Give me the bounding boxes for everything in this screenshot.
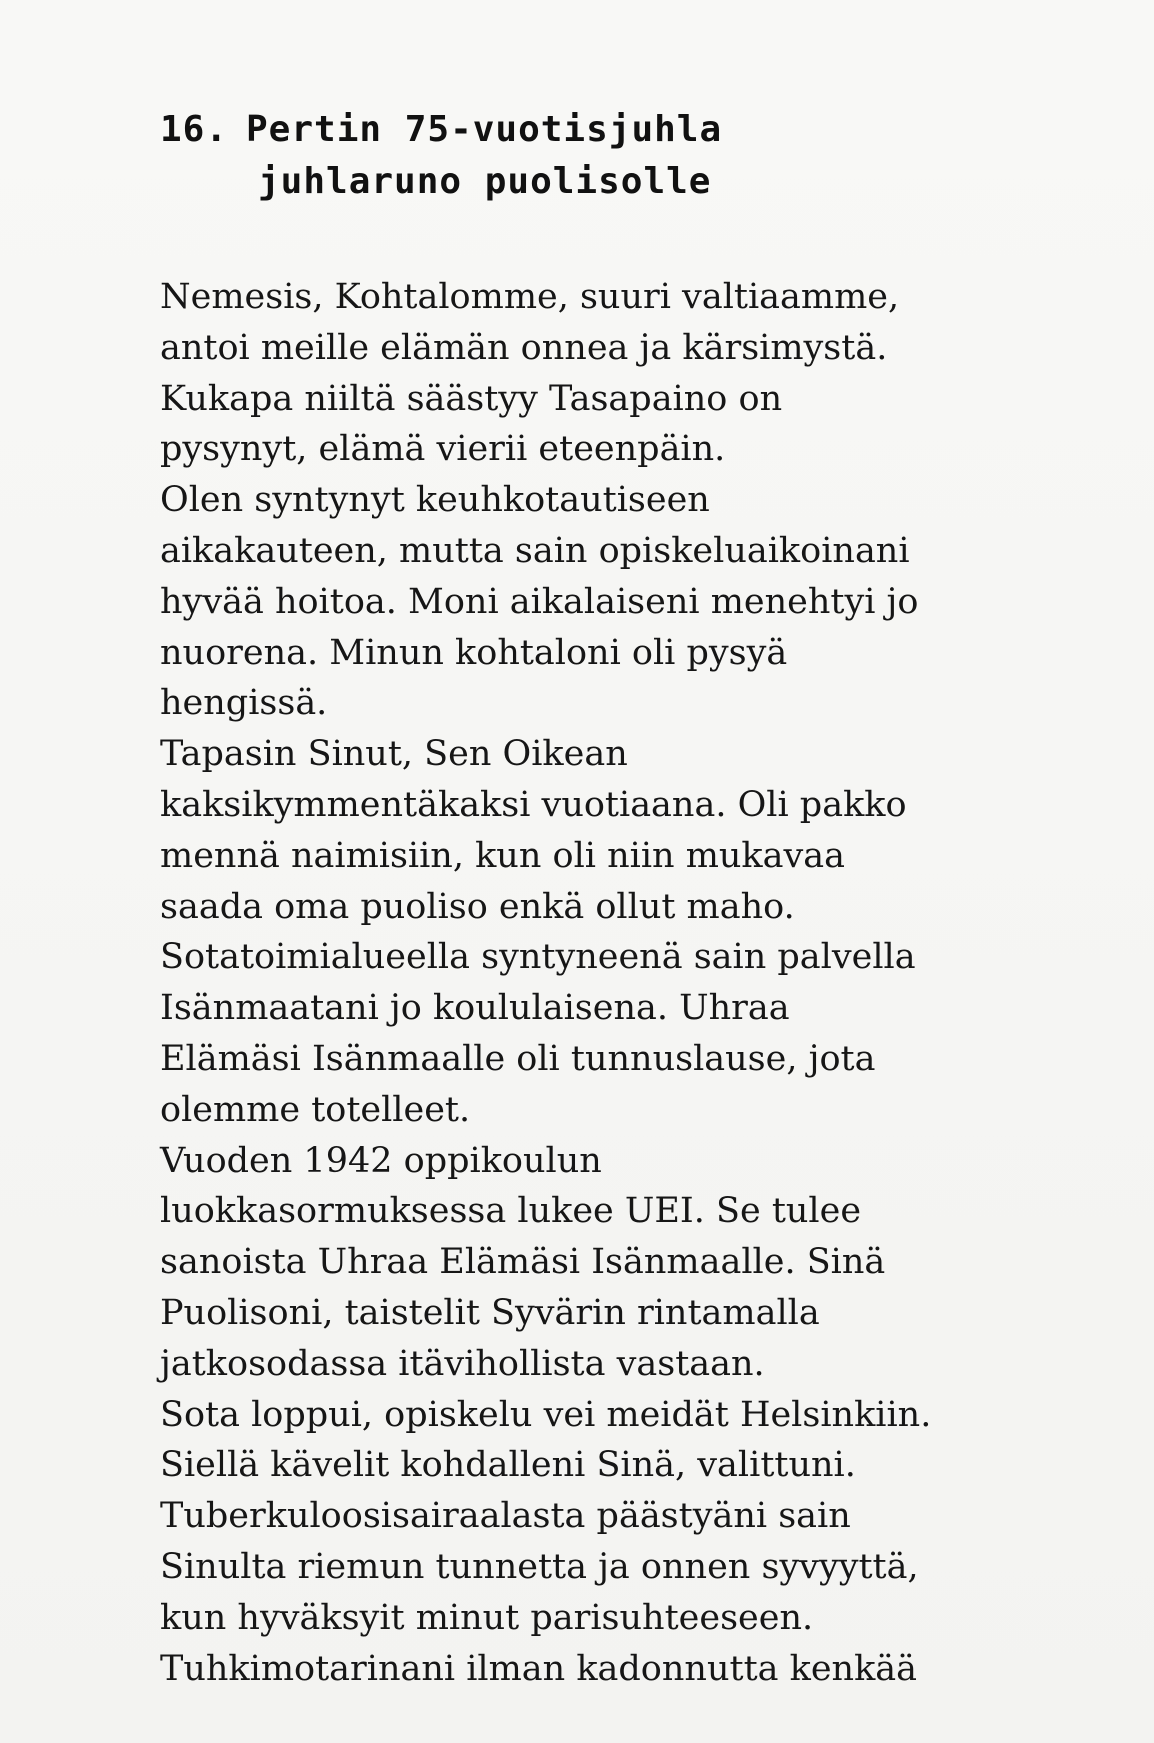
text-line: Isänmaatani jo koululaisena. Uhraa xyxy=(160,988,790,1029)
poem-subtitle: juhlaruno puolisolle xyxy=(258,161,712,202)
text-line: Sinulta riemun tunnetta ja onnen syvyyttä, xyxy=(160,1546,919,1587)
text-line: sanoista Uhraa Elämäsi Isänmaalle. Sinä xyxy=(160,1242,886,1283)
text-line: Olen syntynyt keuhkotautiseen xyxy=(160,480,710,521)
text-line: hengissä. xyxy=(160,683,328,724)
text-line: mennä naimisiin, kun oli niin mukavaa xyxy=(160,835,846,876)
text-line: Elämäsi Isänmaalle oli tunnuslause, jota xyxy=(160,1038,876,1079)
poem-body xyxy=(160,272,1010,1694)
text-line: Sota loppui, opiskelu vei meidät Helsinkiin. xyxy=(160,1394,932,1435)
text-line: kaksikymmentäkaksi vuotiaana. Oli pakko xyxy=(160,784,907,825)
text-line: saada oma puoliso enkä ollut maho. xyxy=(160,886,795,927)
text-line: Puolisoni, taistelit Syvärin rintamalla xyxy=(160,1292,820,1333)
text-line: Siellä kävelit kohdalleni Sinä, valittuni. xyxy=(160,1445,856,1486)
poem-number: 16. xyxy=(160,109,229,150)
text-line: Vuoden 1942 oppikoulun xyxy=(160,1140,602,1181)
text-line: antoi meille elämän onnea ja kärsimystä. xyxy=(160,327,888,368)
text-line: olemme totelleet. xyxy=(160,1089,471,1130)
text-line: Kukapa niiltä säästyy Tasapaino on xyxy=(160,378,783,419)
poem-title: Pertin 75-vuotisjuhla xyxy=(246,109,723,150)
text-line: nuorena. Minun kohtaloni oli pysyä xyxy=(160,632,788,673)
heading-title-line xyxy=(160,104,722,156)
text-line: Tapasin Sinut, Sen Oikean xyxy=(160,734,628,775)
text-line: jatkosodassa itävihollista vastaan. xyxy=(160,1343,765,1384)
text-line: luokkasormuksessa lukee UEI. Se tulee xyxy=(160,1191,862,1232)
text-line: kun hyväksyit minut parisuhteeseen. xyxy=(160,1597,814,1638)
text-line: Nemesis, Kohtalomme, suuri valtiaamme, xyxy=(160,277,900,317)
text-line: pysynyt, elämä vierii eteenpäin. xyxy=(160,429,726,470)
text-line: aikakauteen, mutta sain opiskeluaikoinani xyxy=(160,530,910,571)
poem-heading xyxy=(160,104,722,208)
text-line: hyvää hoitoa. Moni aikalaiseni menehtyi jo xyxy=(160,581,919,622)
text-line: Tuberkuloosisairaalasta päästyäni sain xyxy=(160,1496,851,1537)
text-line: Sotatoimialueella syntyneenä sain palvella xyxy=(160,937,916,978)
text-line: Tuhkimotarinani ilman kadonnutta kenkää xyxy=(160,1648,918,1689)
